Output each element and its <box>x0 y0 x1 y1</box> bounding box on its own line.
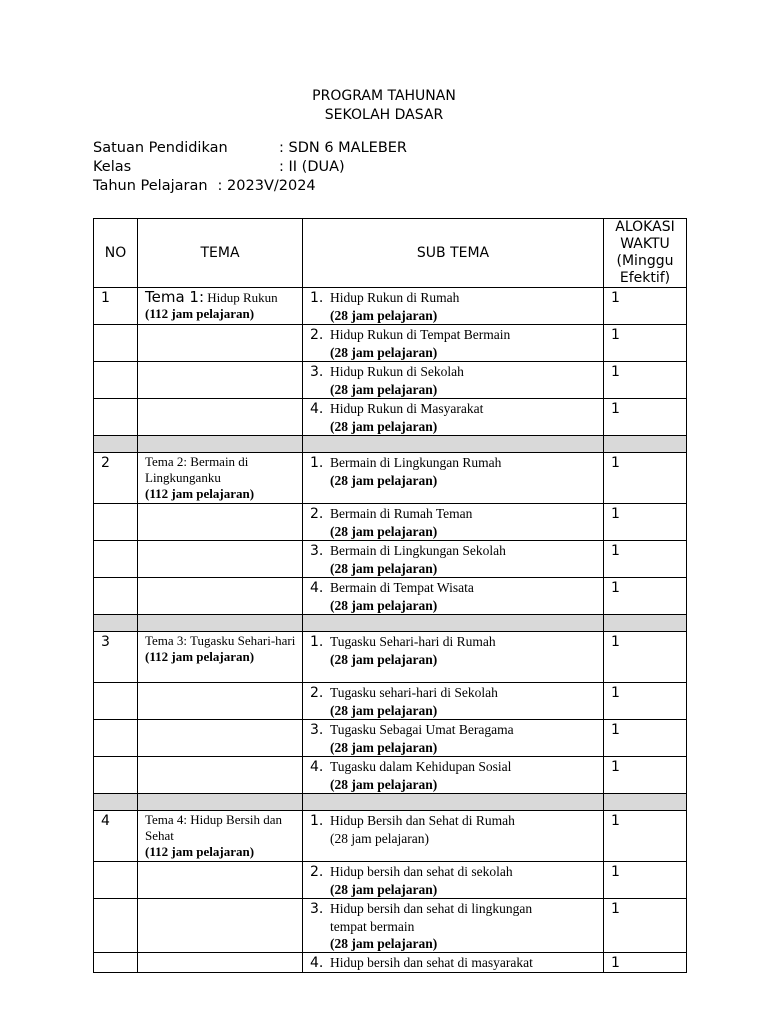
subtema-number: 3. <box>310 722 324 738</box>
subtema-cell <box>303 504 604 541</box>
satuan-value: : SDN 6 MALEBER <box>279 140 408 156</box>
subtema-cell <box>303 453 604 504</box>
subtema-name: Tugasku Sebagai Umat Beragama <box>330 722 514 737</box>
tema-cell <box>138 453 303 504</box>
subtema-number: 4. <box>310 580 324 596</box>
alokasi-cell: 1 <box>604 720 687 757</box>
table-header-row <box>94 219 687 288</box>
alokasi-cell: 1 <box>604 862 687 899</box>
subtema-number: 2. <box>310 685 324 701</box>
tema-name: Hidup Rukun <box>204 290 278 305</box>
table-row <box>94 811 687 862</box>
subtema-number: 2. <box>310 327 324 343</box>
subtema-name: Tugasku Sehari-hari di Rumah <box>330 634 496 649</box>
subtema-hours: (28 jam pelajaran) <box>330 882 438 897</box>
alokasi-cell: 1 <box>604 288 687 325</box>
separator-row <box>94 615 687 632</box>
subtema-name-continued: tempat bermain <box>330 919 415 934</box>
subtema-number: 3. <box>310 543 324 559</box>
subtema-name: Bermain di Lingkungan Sekolah <box>330 543 506 558</box>
satuan-label: Satuan Pendidikan <box>93 140 228 156</box>
table-row <box>94 325 687 362</box>
subtema-number: 3. <box>310 364 324 380</box>
subtema-name: Hidup Rukun di Masyarakat <box>330 401 484 416</box>
kelas-value: : II (DUA) <box>279 159 345 175</box>
table-row <box>94 399 687 436</box>
subtema-cell <box>303 325 604 362</box>
tema-cell <box>138 288 303 325</box>
tema-name: Tema 2: Bermain di Lingkunganku <box>145 454 249 485</box>
tema-prefix: Tema 1: <box>145 288 205 306</box>
tema-hours: (112 jam pelajaran) <box>145 649 255 664</box>
table-row <box>94 578 687 615</box>
tahun-value: : 2023V/2024 <box>217 178 316 194</box>
table-row <box>94 632 687 683</box>
subtema-cell <box>303 862 604 899</box>
info-tahun-pelajaran <box>93 177 316 196</box>
alokasi-cell: 1 <box>604 899 687 953</box>
tema-hours: (112 jam pelajaran) <box>145 844 255 859</box>
program-table <box>93 218 687 973</box>
alokasi-cell: 1 <box>604 757 687 794</box>
subtema-number: 3. <box>310 901 324 917</box>
table-row <box>94 453 687 504</box>
alokasi-cell: 1 <box>604 578 687 615</box>
subtema-hours: (28 jam pelajaran) <box>330 652 438 667</box>
subtema-number: 2. <box>310 506 324 522</box>
alokasi-cell: 1 <box>604 504 687 541</box>
subtema-cell <box>303 899 604 953</box>
subtema-hours: (28 jam pelajaran) <box>330 382 438 397</box>
alokasi-cell: 1 <box>604 325 687 362</box>
alokasi-cell: 1 <box>604 953 687 973</box>
row-no: 1 <box>94 288 138 325</box>
subtema-number: 4. <box>310 759 324 775</box>
alokasi-cell: 1 <box>604 811 687 862</box>
row-no: 4 <box>94 811 138 862</box>
subtema-hours: (28 jam pelajaran) <box>330 831 429 846</box>
table-row <box>94 541 687 578</box>
header-subtema: SUB TEMA <box>303 219 604 288</box>
kelas-label: Kelas <box>93 159 132 175</box>
info-kelas <box>93 158 345 177</box>
row-no: 2 <box>94 453 138 504</box>
subtema-hours: (28 jam pelajaran) <box>330 524 438 539</box>
alokasi-cell: 1 <box>604 683 687 720</box>
subtema-cell <box>303 578 604 615</box>
table-row <box>94 757 687 794</box>
subtema-cell <box>303 541 604 578</box>
subtema-name: Tugasku dalam Kehidupan Sosial <box>330 759 512 774</box>
subtema-cell <box>303 399 604 436</box>
subtema-cell <box>303 632 604 683</box>
table-row <box>94 899 687 953</box>
subtema-name: Hidup Rukun di Tempat Bermain <box>330 327 511 342</box>
info-satuan-pendidikan <box>93 139 407 158</box>
tema-hours: (112 jam pelajaran) <box>145 306 255 321</box>
subtema-hours: (28 jam pelajaran) <box>330 598 438 613</box>
table-row <box>94 504 687 541</box>
alokasi-cell: 1 <box>604 632 687 683</box>
subtema-number: 4. <box>310 955 324 971</box>
subtema-number: 2. <box>310 864 324 880</box>
subtema-cell <box>303 953 604 973</box>
subtema-hours: (28 jam pelajaran) <box>330 740 438 755</box>
subtema-hours: (28 jam pelajaran) <box>330 936 438 951</box>
subtema-cell <box>303 720 604 757</box>
subtema-number: 4. <box>310 401 324 417</box>
tahun-label: Tahun Pelajaran <box>93 178 208 194</box>
subtema-cell <box>303 362 604 399</box>
table-row <box>94 362 687 399</box>
subtema-hours: (28 jam pelajaran) <box>330 345 438 360</box>
separator-row <box>94 436 687 453</box>
alokasi-cell: 1 <box>604 541 687 578</box>
separator-row <box>94 794 687 811</box>
subtema-name: Hidup bersih dan sehat di lingkungan <box>330 901 533 916</box>
tema-cell <box>138 811 303 862</box>
table-row <box>94 683 687 720</box>
subtema-number: 1. <box>310 813 324 829</box>
alokasi-cell: 1 <box>604 399 687 436</box>
subtema-number: 1. <box>310 290 324 306</box>
subtema-hours: (28 jam pelajaran) <box>330 308 438 323</box>
subtema-cell <box>303 757 604 794</box>
tema-name: Tema 3: Tugasku Sehari-hari <box>145 633 296 648</box>
header-tema: TEMA <box>138 219 303 288</box>
subtema-hours: (28 jam pelajaran) <box>330 419 438 434</box>
tema-hours: (112 jam pelajaran) <box>145 486 255 501</box>
subtema-hours: (28 jam pelajaran) <box>330 703 438 718</box>
subtema-name: Tugasku sehari-hari di Sekolah <box>330 685 498 700</box>
table-row <box>94 862 687 899</box>
subtema-name: Hidup bersih dan sehat di masyarakat <box>330 955 533 970</box>
subtema-cell <box>303 811 604 862</box>
alokasi-cell: 1 <box>604 362 687 399</box>
row-no: 3 <box>94 632 138 683</box>
subtema-name: Bermain di Lingkungan Rumah <box>330 455 502 470</box>
header-no: NO <box>94 219 138 288</box>
subtema-name: Hidup Rukun di Rumah <box>330 290 460 305</box>
tema-name: Tema 4: Hidup Bersih dan Sehat <box>145 812 283 843</box>
subtema-cell <box>303 683 604 720</box>
header-alokasi: ALOKASI WAKTU (Minggu Efektif) <box>604 219 687 288</box>
subtema-hours: (28 jam pelajaran) <box>330 777 438 792</box>
alokasi-cell: 1 <box>604 453 687 504</box>
subtema-name: Hidup Bersih dan Sehat di Rumah <box>330 813 515 828</box>
subtema-number: 1. <box>310 455 324 471</box>
subtema-name: Bermain di Tempat Wisata <box>330 580 474 595</box>
subtema-cell <box>303 288 604 325</box>
table-row <box>94 953 687 973</box>
subtema-hours: (28 jam pelajaran) <box>330 561 438 576</box>
table-row <box>94 720 687 757</box>
subtema-name: Bermain di Rumah Teman <box>330 506 473 521</box>
tema-cell <box>138 632 303 683</box>
table-row <box>94 288 687 325</box>
subtema-name: Hidup Rukun di Sekolah <box>330 364 464 379</box>
subtema-name: Hidup bersih dan sehat di sekolah <box>330 864 513 879</box>
subtema-hours: (28 jam pelajaran) <box>330 473 438 488</box>
document-title-line-1: PROGRAM TAHUNAN <box>312 88 456 104</box>
subtema-number: 1. <box>310 634 324 650</box>
document-title-line-2: SEKOLAH DASAR <box>324 107 444 123</box>
